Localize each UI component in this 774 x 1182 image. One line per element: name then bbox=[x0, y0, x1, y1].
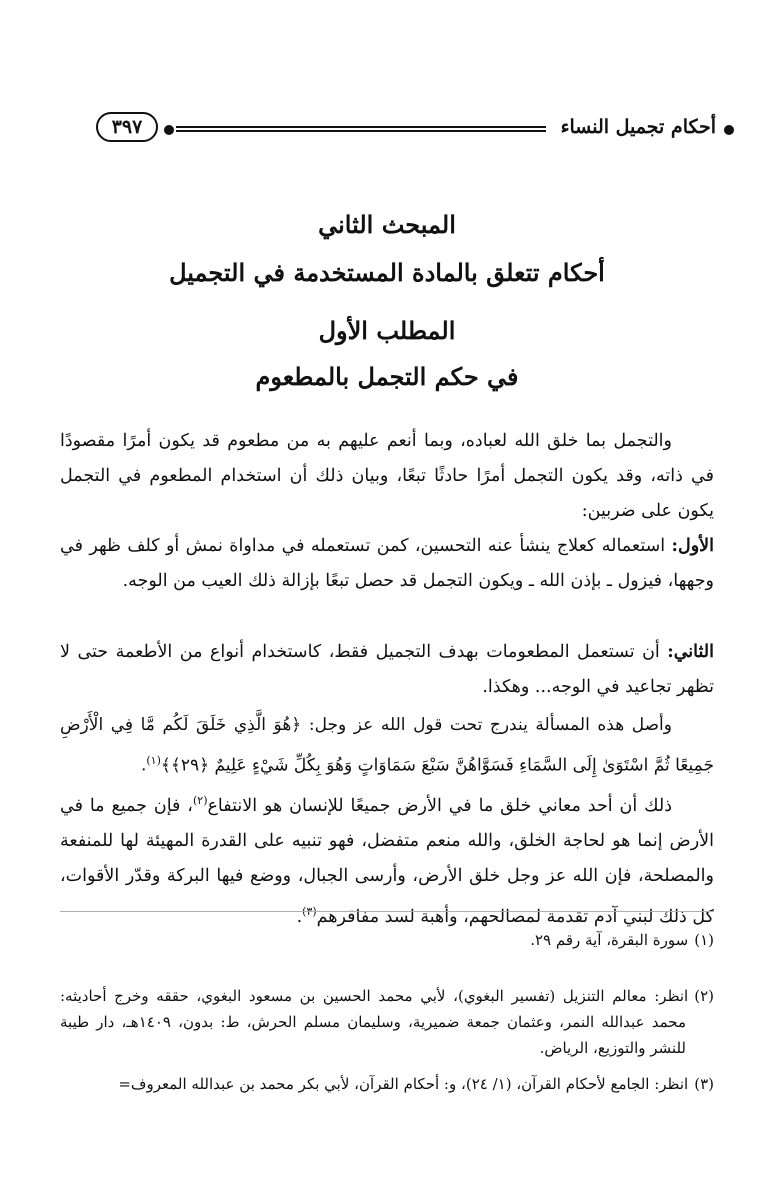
header-bullet-left bbox=[164, 125, 174, 135]
first-type-text: استعماله كعلاج ينشأ عنه التحسين، كمن تستعمله في مداواة نمش أو كلف ظهر في وجهها، فيزول ـ بإذن الله ـ ويكون التجمل قد حصل تبعًا بإزالة ذلك العيب من الوجه. bbox=[60, 536, 714, 591]
second-type-text: أن تستعمل المطعومات بهدف التجميل فقط، كاستخدام أنواع من الأطعمة حتى لا تظهر تجاعيد في الوجه... وهكذا. bbox=[60, 642, 714, 697]
footnote-ref-3[interactable]: (٣) bbox=[302, 904, 317, 918]
page-number: ٣٩٧ bbox=[96, 112, 158, 142]
first-type-label: الأول: bbox=[671, 536, 714, 556]
footnote-text: انظر: الجامع لأحكام القرآن، (١/ ٢٤)، و: أحكام القرآن، لأبي بكر محمد بن عبدالله المعروف= bbox=[118, 1075, 689, 1093]
footnote-ref-1[interactable]: (١) bbox=[146, 754, 161, 767]
subsection-title: في حكم التجمل بالمطعوم bbox=[255, 362, 519, 391]
paragraph-quran-verse bbox=[60, 708, 714, 784]
footnote-3 bbox=[60, 1071, 714, 1097]
second-type-label: الثاني: bbox=[667, 642, 714, 662]
footnote-text: سورة البقرة، آية رقم ٢٩. bbox=[530, 931, 689, 949]
explanation-part-a: ذلك أن أحد معاني خلق ما في الأرض جميعًا للإنسان هو الانتفاع bbox=[207, 795, 672, 816]
paragraph-second-type bbox=[60, 635, 714, 705]
section-title: أحكام تتعلق بالمادة المستخدمة في التجميل bbox=[169, 258, 605, 287]
footnote-ref-2[interactable]: (٢) bbox=[192, 794, 208, 807]
footnote-number: (١) bbox=[694, 931, 714, 949]
footnote-number: (٢) bbox=[694, 987, 714, 1005]
verse-intro: وأصل هذه المسألة يندرج تحت قول الله عز وجل: bbox=[308, 715, 672, 735]
footnote-1 bbox=[60, 927, 714, 953]
header-double-rule bbox=[176, 126, 546, 132]
paragraph-intro: والتجمل بما خلق الله لعباده، وبما أنعم عليهم به من مطعوم قد يكون أمرًا مقصودًا في ذاته، وقد يكون التجمل أمرًا حادثًا تبعًا، وبيان ذلك أن استخدام المطعوم في التجمل يكون على ضربين: bbox=[60, 431, 714, 521]
verse-end: . bbox=[140, 755, 147, 776]
footnote-text: انظر: معالم التنزيل (تفسير البغوي)، لأبي محمد الحسين بن مسعود البغوي، حققه وخرج أحاديثه: محمد عبدالله النمر، وعثمان جمعة ضميرية، وسليمان مسلم الحرش، ط: بدون، ١٤٠٩هـ، دار طيبة للنشر والتوزيع، الرياض. bbox=[60, 987, 689, 1057]
subsection-heading: المطلب الأول bbox=[318, 316, 456, 345]
quran-verse: ﴿هُوَ الَّذِي خَلَقَ لَكُم مَّا فِي الْأَرْضِ جَمِيعًا ثُمَّ اسْتَوَىٰ إِلَى السَّمَاءِ فَسَوَّاهُنَّ سَبْعَ سَمَاوَاتٍ وَهُوَ بِكُلِّ شَيْءٍ عَلِيمٌ ﴿٢٩﴾﴾ bbox=[60, 715, 714, 776]
running-header bbox=[96, 112, 716, 148]
paragraph-first-type bbox=[60, 529, 714, 599]
running-title: أحكام تجميل النساء bbox=[560, 116, 716, 138]
footnote-number: (٣) bbox=[694, 1075, 714, 1093]
header-bullet-right bbox=[724, 125, 734, 135]
explanation-part-b: ، فإن جميع ما في الأرض إنما هو لحاجة الخلق، والله منعم متفضل، فهو تنبيه على القدرة المهيئة لها للمنفعة والمصلحة، فإن الله عز وجل خلق الأرض، وأرسى الجبال، ووضع فيها البركة وقدّر الأقوات، كل ذلك لبني آدم تقدمة لمصالحهم، وأهبة لسد مفاقرهم bbox=[60, 795, 714, 927]
footnote-2 bbox=[60, 983, 714, 1061]
section-heading: المبحث الثاني bbox=[318, 210, 456, 239]
explanation-part-c: . bbox=[296, 906, 303, 927]
footnote-separator bbox=[60, 911, 714, 912]
